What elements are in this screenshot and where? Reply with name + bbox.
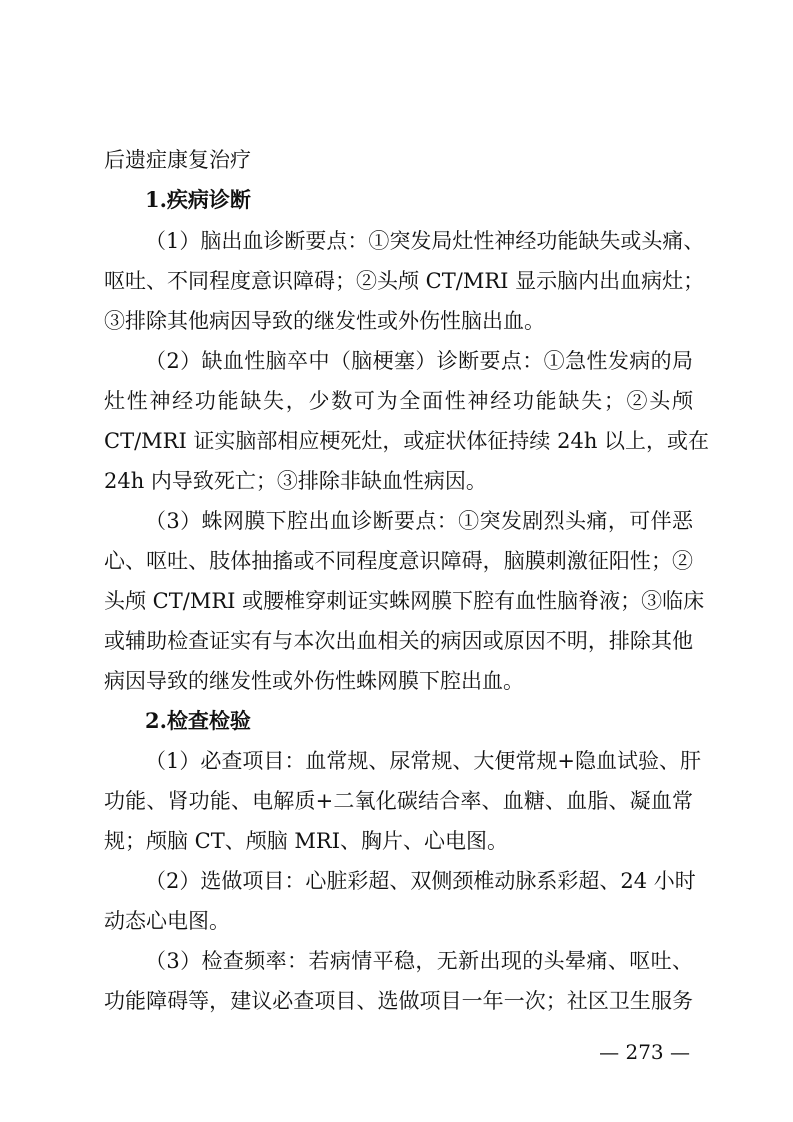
- heading-continued: 后遗症康复治疗: [104, 148, 251, 172]
- paragraph-line: 24h 内导致死亡；③排除非缺血性病因。: [104, 469, 487, 493]
- paragraph-line: 或辅助检查证实有与本次出血相关的病因或原因不明，排除其他: [104, 629, 693, 653]
- paragraph-line: （3）蛛网膜下腔出血诊断要点：①突发剧烈头痛，可伴恶: [145, 509, 693, 533]
- paragraph-line: （1）必查项目：血常规、尿常规、大便常规+隐血试验、肝: [145, 749, 701, 773]
- paragraph-line: ③排除其他病因导致的继发性或外伤性脑出血。: [104, 309, 545, 333]
- paragraph-line: 灶性神经功能缺失，少数可为全面性神经功能缺失；②头颅: [104, 389, 693, 413]
- paragraph-line: 头颅 CT/MRI 或腰椎穿刺证实蛛网膜下腔有血性脑脊液；③临床: [104, 589, 705, 613]
- page-number: — 273 —: [599, 1040, 690, 1064]
- paragraph-line: 功能障碍等，建议必查项目、选做项目一年一次；社区卫生服务: [104, 989, 693, 1013]
- paragraph-line: 规；颅脑 CT、颅脑 MRI、胸片、心电图。: [104, 829, 509, 853]
- paragraph-line: （3）检查频率：若病情平稳，无新出现的头晕痛、呕吐、: [145, 949, 693, 973]
- paragraph-line: CT/MRI 证实脑部相应梗死灶，或症状体征持续 24h 以上，或在: [104, 429, 710, 453]
- section-title-examination: 2.检查检验: [145, 708, 251, 733]
- paragraph-line: 功能、肾功能、电解质+二氧化碳结合率、血糖、血脂、凝血常: [104, 789, 693, 813]
- paragraph-line: 动态心电图。: [104, 909, 230, 933]
- paragraph-line: （2）缺血性脑卒中（脑梗塞）诊断要点：①急性发病的局: [145, 349, 693, 373]
- paragraph-line: 呕吐、不同程度意识障碍；②头颅 CT/MRI 显示脑内出血病灶；: [104, 269, 705, 293]
- paragraph-line: 心、呕吐、肢体抽搐或不同程度意识障碍，脑膜刺激征阳性；②: [104, 549, 693, 573]
- paragraph-line: （1）脑出血诊断要点：①突发局灶性神经功能缺失或头痛、: [145, 229, 705, 253]
- paragraph-line: 病因导致的继发性或外伤性蛛网膜下腔出血。: [104, 669, 524, 693]
- section-title-diagnosis: 1.疾病诊断: [145, 187, 251, 212]
- paragraph-line: （2）选做项目：心脏彩超、双侧颈椎动脉系彩超、24 小时: [145, 869, 696, 893]
